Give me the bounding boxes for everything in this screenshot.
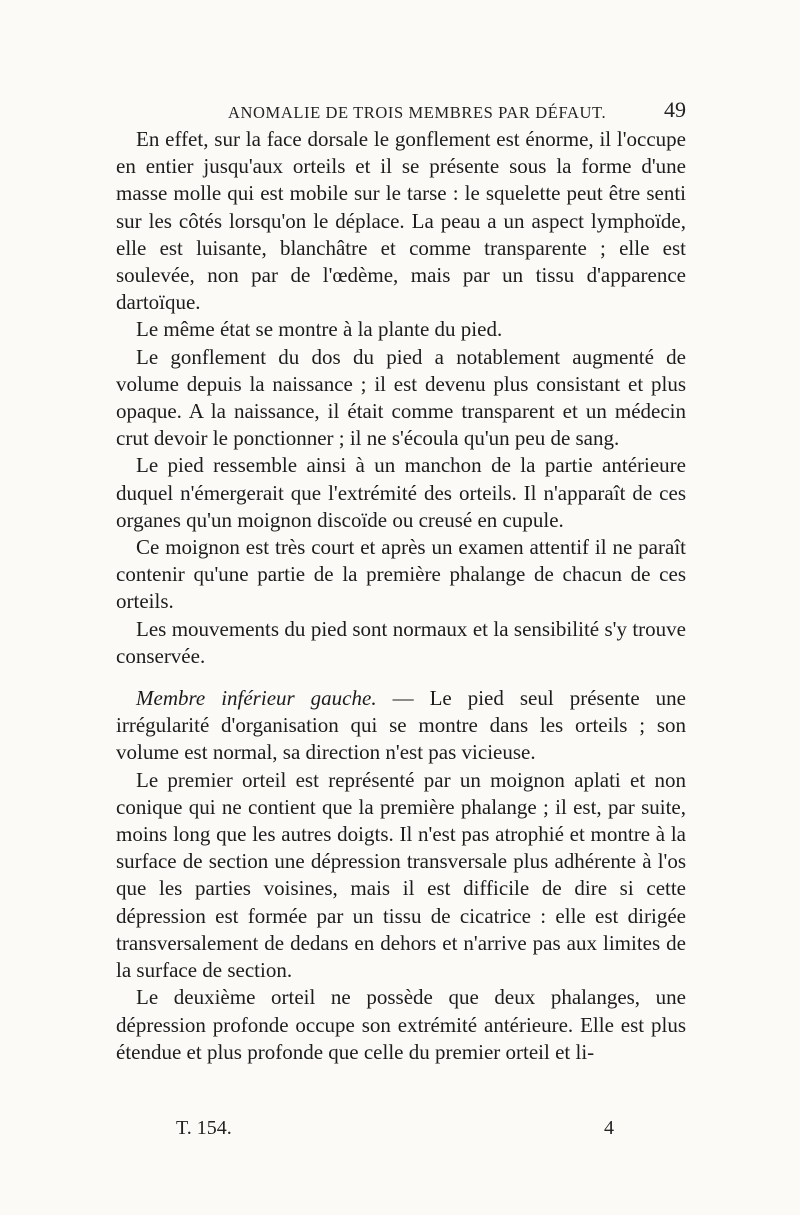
paragraph: Le pied ressemble ainsi à un manchon de la partie antérieure duquel n'émergerait que l'extrémité des orteils. Il n'apparaît de ces organes qu'un moignon discoïde ou creusé en cupule. (116, 453, 686, 532)
paragraph: Le même état se montre à la plante du pied. (136, 317, 503, 342)
paragraph: En effet, sur la face dorsale le gonflement est énorme, il l'occupe en entier jusqu'aux orteils et il se présente sous la forme d'une masse molle qui est mobile sur le tarse : le squelette peut être senti sur les côtés lorsqu'on le déplace. La peau a un aspect lymphoïde, elle est luisante, blanchâtre et comme transparente ; elle est soulevée, non par de l'œdème, mais par un tissu d'apparence dartoïque. (116, 127, 686, 315)
signature-number: 4 (604, 1117, 614, 1139)
paragraph: Le deuxième orteil ne possède que deux phalanges, une dépression profonde occupe son extrémité antérieure. Elle est plus étendue et plus profonde que celle du premier orteil et li- (116, 985, 686, 1064)
paragraph: Les mouvements du pied sont normaux et la sensibilité s'y trouve conservée. (116, 616, 686, 668)
paragraph: Le gonflement du dos du pied a notablement augmenté de volume depuis la naissance ; il est devenu plus consistant et plus opaque. A la naissance, il était comme transparent et un médecin crut devoir le ponctionner ; il ne s'écoula qu'un peu de sang. (116, 344, 686, 451)
page-number: 49 (664, 97, 686, 122)
section-title: Membre inférieur gauche. (136, 686, 377, 711)
body-text (116, 126, 686, 1066)
paragraph: Le premier orteil est représenté par un moignon aplati et non conique qui ne contient que la première phalange ; il est, par suite, moins long que les autres doigts. Il n'est pas atrophié et montre à la surface de section une dépression transversale plus adhérente à l'os que les parties voisines, mais il est difficile de dire si cette dépression est formée par un tissu de cicatrice : elle est dirigée transversalement de dedans en dehors et n'arrive pas aux limites de la surface de section. (116, 767, 686, 983)
section-paragraph (116, 685, 686, 767)
paragraph: Ce moignon est très court et après un examen attentif il ne paraît contenir qu'une partie de la première phalange de chacun de ces orteils. (116, 535, 686, 614)
page-footer (116, 1117, 686, 1145)
running-head: ANOMALIE DE TROIS MEMBRES PAR DÉFAUT. (228, 103, 607, 122)
page-header (116, 97, 686, 125)
section-text: Le pied seul présente une irrégularité d'organisation qui se montre dans les orteils ; son volume est normal, sa direction n'est pas vicieuse. (116, 686, 686, 765)
signature-mark: T. 154. (176, 1117, 232, 1139)
section-dash: — (376, 686, 430, 711)
